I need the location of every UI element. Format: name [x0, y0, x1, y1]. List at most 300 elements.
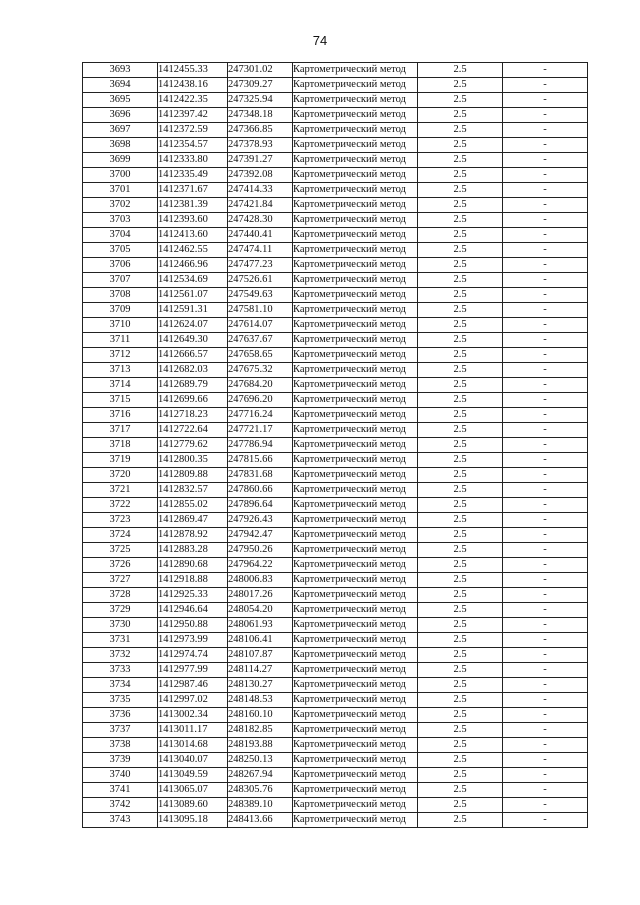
x-coordinate-cell: 1412855.02 [158, 498, 228, 513]
table-row [83, 183, 588, 198]
accuracy-cell: 2.5 [418, 333, 503, 348]
method-cell: Картометрический метод [293, 543, 418, 558]
note-cell: - [503, 783, 588, 798]
note-cell: - [503, 513, 588, 528]
x-coordinate-cell: 1412591.31 [158, 303, 228, 318]
accuracy-cell: 2.5 [418, 63, 503, 78]
accuracy-cell: 2.5 [418, 288, 503, 303]
table-row [83, 513, 588, 528]
point-number-cell: 3719 [83, 453, 158, 468]
y-coordinate-cell: 248182.85 [228, 723, 293, 738]
method-cell: Картометрический метод [293, 693, 418, 708]
point-number-cell: 3696 [83, 108, 158, 123]
method-cell: Картометрический метод [293, 123, 418, 138]
note-cell: - [503, 738, 588, 753]
method-cell: Картометрический метод [293, 333, 418, 348]
x-coordinate-cell: 1413002.34 [158, 708, 228, 723]
y-coordinate-cell: 247786.94 [228, 438, 293, 453]
point-number-cell: 3717 [83, 423, 158, 438]
x-coordinate-cell: 1412666.57 [158, 348, 228, 363]
table-row [83, 213, 588, 228]
table-row [83, 153, 588, 168]
method-cell: Картометрический метод [293, 648, 418, 663]
method-cell: Картометрический метод [293, 168, 418, 183]
point-number-cell: 3737 [83, 723, 158, 738]
point-number-cell: 3722 [83, 498, 158, 513]
accuracy-cell: 2.5 [418, 648, 503, 663]
method-cell: Картометрический метод [293, 753, 418, 768]
note-cell: - [503, 618, 588, 633]
method-cell: Картометрический метод [293, 63, 418, 78]
y-coordinate-cell: 248061.93 [228, 618, 293, 633]
table-row [83, 558, 588, 573]
x-coordinate-cell: 1412335.49 [158, 168, 228, 183]
y-coordinate-cell: 247348.18 [228, 108, 293, 123]
coordinates-table-body [83, 63, 588, 828]
table-row [83, 783, 588, 798]
method-cell: Картометрический метод [293, 258, 418, 273]
method-cell: Картометрический метод [293, 408, 418, 423]
table-row [83, 603, 588, 618]
method-cell: Картометрический метод [293, 438, 418, 453]
note-cell: - [503, 378, 588, 393]
method-cell: Картометрический метод [293, 573, 418, 588]
x-coordinate-cell: 1412422.35 [158, 93, 228, 108]
accuracy-cell: 2.5 [418, 753, 503, 768]
point-number-cell: 3702 [83, 198, 158, 213]
method-cell: Картометрический метод [293, 318, 418, 333]
y-coordinate-cell: 247440.41 [228, 228, 293, 243]
x-coordinate-cell: 1412455.33 [158, 63, 228, 78]
method-cell: Картометрический метод [293, 378, 418, 393]
accuracy-cell: 2.5 [418, 558, 503, 573]
accuracy-cell: 2.5 [418, 798, 503, 813]
method-cell: Картометрический метод [293, 738, 418, 753]
x-coordinate-cell: 1413040.07 [158, 753, 228, 768]
note-cell: - [503, 753, 588, 768]
accuracy-cell: 2.5 [418, 663, 503, 678]
x-coordinate-cell: 1412977.99 [158, 663, 228, 678]
x-coordinate-cell: 1412973.99 [158, 633, 228, 648]
note-cell: - [503, 723, 588, 738]
x-coordinate-cell: 1412649.30 [158, 333, 228, 348]
table-row [83, 483, 588, 498]
y-coordinate-cell: 247860.66 [228, 483, 293, 498]
x-coordinate-cell: 1412779.62 [158, 438, 228, 453]
y-coordinate-cell: 248389.10 [228, 798, 293, 813]
y-coordinate-cell: 247549.63 [228, 288, 293, 303]
accuracy-cell: 2.5 [418, 78, 503, 93]
accuracy-cell: 2.5 [418, 813, 503, 828]
x-coordinate-cell: 1413095.18 [158, 813, 228, 828]
note-cell: - [503, 468, 588, 483]
table-row [83, 378, 588, 393]
note-cell: - [503, 108, 588, 123]
y-coordinate-cell: 247658.65 [228, 348, 293, 363]
method-cell: Картометрический метод [293, 468, 418, 483]
note-cell: - [503, 558, 588, 573]
x-coordinate-cell: 1412946.64 [158, 603, 228, 618]
point-number-cell: 3694 [83, 78, 158, 93]
accuracy-cell: 2.5 [418, 168, 503, 183]
accuracy-cell: 2.5 [418, 498, 503, 513]
point-number-cell: 3706 [83, 258, 158, 273]
table-row [83, 108, 588, 123]
note-cell: - [503, 123, 588, 138]
note-cell: - [503, 78, 588, 93]
x-coordinate-cell: 1412718.23 [158, 408, 228, 423]
y-coordinate-cell: 247950.26 [228, 543, 293, 558]
note-cell: - [503, 663, 588, 678]
note-cell: - [503, 273, 588, 288]
point-number-cell: 3738 [83, 738, 158, 753]
note-cell: - [503, 498, 588, 513]
method-cell: Картометрический метод [293, 288, 418, 303]
table-row [83, 303, 588, 318]
accuracy-cell: 2.5 [418, 423, 503, 438]
method-cell: Картометрический метод [293, 558, 418, 573]
accuracy-cell: 2.5 [418, 213, 503, 228]
y-coordinate-cell: 247721.17 [228, 423, 293, 438]
point-number-cell: 3728 [83, 588, 158, 603]
table-row [83, 618, 588, 633]
table-row [83, 258, 588, 273]
point-number-cell: 3707 [83, 273, 158, 288]
y-coordinate-cell: 247831.68 [228, 468, 293, 483]
y-coordinate-cell: 247942.47 [228, 528, 293, 543]
y-coordinate-cell: 248305.76 [228, 783, 293, 798]
table-row [83, 693, 588, 708]
note-cell: - [503, 393, 588, 408]
accuracy-cell: 2.5 [418, 108, 503, 123]
y-coordinate-cell: 248250.13 [228, 753, 293, 768]
accuracy-cell: 2.5 [418, 738, 503, 753]
point-number-cell: 3704 [83, 228, 158, 243]
method-cell: Картометрический метод [293, 243, 418, 258]
table-row [83, 543, 588, 558]
point-number-cell: 3729 [83, 603, 158, 618]
method-cell: Картометрический метод [293, 528, 418, 543]
y-coordinate-cell: 248106.41 [228, 633, 293, 648]
table-row [83, 663, 588, 678]
point-number-cell: 3703 [83, 213, 158, 228]
x-coordinate-cell: 1412372.59 [158, 123, 228, 138]
note-cell: - [503, 603, 588, 618]
note-cell: - [503, 543, 588, 558]
table-row [83, 228, 588, 243]
accuracy-cell: 2.5 [418, 183, 503, 198]
accuracy-cell: 2.5 [418, 198, 503, 213]
accuracy-cell: 2.5 [418, 573, 503, 588]
method-cell: Картометрический метод [293, 153, 418, 168]
y-coordinate-cell: 247637.67 [228, 333, 293, 348]
accuracy-cell: 2.5 [418, 543, 503, 558]
method-cell: Картометрический метод [293, 108, 418, 123]
note-cell: - [503, 798, 588, 813]
method-cell: Картометрический метод [293, 633, 418, 648]
accuracy-cell: 2.5 [418, 378, 503, 393]
x-coordinate-cell: 1412534.69 [158, 273, 228, 288]
accuracy-cell: 2.5 [418, 153, 503, 168]
y-coordinate-cell: 248413.66 [228, 813, 293, 828]
method-cell: Картометрический метод [293, 363, 418, 378]
method-cell: Картометрический метод [293, 603, 418, 618]
table-row [83, 723, 588, 738]
accuracy-cell: 2.5 [418, 693, 503, 708]
point-number-cell: 3716 [83, 408, 158, 423]
accuracy-cell: 2.5 [418, 228, 503, 243]
note-cell: - [503, 528, 588, 543]
accuracy-cell: 2.5 [418, 273, 503, 288]
note-cell: - [503, 198, 588, 213]
point-number-cell: 3735 [83, 693, 158, 708]
point-number-cell: 3731 [83, 633, 158, 648]
point-number-cell: 3695 [83, 93, 158, 108]
point-number-cell: 3742 [83, 798, 158, 813]
point-number-cell: 3743 [83, 813, 158, 828]
table-row [83, 453, 588, 468]
point-number-cell: 3712 [83, 348, 158, 363]
point-number-cell: 3700 [83, 168, 158, 183]
point-number-cell: 3718 [83, 438, 158, 453]
x-coordinate-cell: 1412624.07 [158, 318, 228, 333]
accuracy-cell: 2.5 [418, 768, 503, 783]
point-number-cell: 3727 [83, 573, 158, 588]
table-row [83, 498, 588, 513]
table-row [83, 753, 588, 768]
x-coordinate-cell: 1412397.42 [158, 108, 228, 123]
point-number-cell: 3739 [83, 753, 158, 768]
accuracy-cell: 2.5 [418, 453, 503, 468]
point-number-cell: 3740 [83, 768, 158, 783]
y-coordinate-cell: 248107.87 [228, 648, 293, 663]
accuracy-cell: 2.5 [418, 123, 503, 138]
note-cell: - [503, 63, 588, 78]
method-cell: Картометрический метод [293, 768, 418, 783]
y-coordinate-cell: 247815.66 [228, 453, 293, 468]
method-cell: Картометрический метод [293, 678, 418, 693]
note-cell: - [503, 348, 588, 363]
x-coordinate-cell: 1412869.47 [158, 513, 228, 528]
note-cell: - [503, 438, 588, 453]
method-cell: Картометрический метод [293, 618, 418, 633]
x-coordinate-cell: 1412950.88 [158, 618, 228, 633]
y-coordinate-cell: 247391.27 [228, 153, 293, 168]
x-coordinate-cell: 1412561.07 [158, 288, 228, 303]
y-coordinate-cell: 247696.20 [228, 393, 293, 408]
accuracy-cell: 2.5 [418, 678, 503, 693]
accuracy-cell: 2.5 [418, 408, 503, 423]
y-coordinate-cell: 248114.27 [228, 663, 293, 678]
x-coordinate-cell: 1412462.55 [158, 243, 228, 258]
y-coordinate-cell: 247325.94 [228, 93, 293, 108]
accuracy-cell: 2.5 [418, 723, 503, 738]
note-cell: - [503, 363, 588, 378]
x-coordinate-cell: 1412809.88 [158, 468, 228, 483]
point-number-cell: 3723 [83, 513, 158, 528]
coordinates-table [82, 62, 588, 828]
method-cell: Картометрический метод [293, 348, 418, 363]
method-cell: Картометрический метод [293, 513, 418, 528]
y-coordinate-cell: 247684.20 [228, 378, 293, 393]
y-coordinate-cell: 247421.84 [228, 198, 293, 213]
y-coordinate-cell: 247614.07 [228, 318, 293, 333]
table-row [83, 318, 588, 333]
x-coordinate-cell: 1412689.79 [158, 378, 228, 393]
y-coordinate-cell: 248267.94 [228, 768, 293, 783]
y-coordinate-cell: 247301.02 [228, 63, 293, 78]
note-cell: - [503, 453, 588, 468]
x-coordinate-cell: 1413011.17 [158, 723, 228, 738]
point-number-cell: 3725 [83, 543, 158, 558]
point-number-cell: 3726 [83, 558, 158, 573]
table-row [83, 273, 588, 288]
table-row [83, 468, 588, 483]
y-coordinate-cell: 247526.61 [228, 273, 293, 288]
point-number-cell: 3713 [83, 363, 158, 378]
table-row [83, 588, 588, 603]
table-row [83, 288, 588, 303]
table-row [83, 678, 588, 693]
point-number-cell: 3698 [83, 138, 158, 153]
table-row [83, 393, 588, 408]
accuracy-cell: 2.5 [418, 483, 503, 498]
note-cell: - [503, 588, 588, 603]
note-cell: - [503, 813, 588, 828]
accuracy-cell: 2.5 [418, 258, 503, 273]
table-row [83, 648, 588, 663]
note-cell: - [503, 93, 588, 108]
accuracy-cell: 2.5 [418, 708, 503, 723]
point-number-cell: 3724 [83, 528, 158, 543]
note-cell: - [503, 423, 588, 438]
y-coordinate-cell: 247581.10 [228, 303, 293, 318]
accuracy-cell: 2.5 [418, 93, 503, 108]
x-coordinate-cell: 1412918.88 [158, 573, 228, 588]
x-coordinate-cell: 1413049.59 [158, 768, 228, 783]
note-cell: - [503, 708, 588, 723]
note-cell: - [503, 213, 588, 228]
note-cell: - [503, 408, 588, 423]
point-number-cell: 3721 [83, 483, 158, 498]
x-coordinate-cell: 1412800.35 [158, 453, 228, 468]
point-number-cell: 3733 [83, 663, 158, 678]
accuracy-cell: 2.5 [418, 468, 503, 483]
point-number-cell: 3714 [83, 378, 158, 393]
method-cell: Картометрический метод [293, 498, 418, 513]
point-number-cell: 3710 [83, 318, 158, 333]
x-coordinate-cell: 1412371.67 [158, 183, 228, 198]
y-coordinate-cell: 247675.32 [228, 363, 293, 378]
accuracy-cell: 2.5 [418, 318, 503, 333]
y-coordinate-cell: 247378.93 [228, 138, 293, 153]
x-coordinate-cell: 1412354.57 [158, 138, 228, 153]
y-coordinate-cell: 247964.22 [228, 558, 293, 573]
table-row [83, 798, 588, 813]
y-coordinate-cell: 248160.10 [228, 708, 293, 723]
table-row [83, 708, 588, 723]
x-coordinate-cell: 1413014.68 [158, 738, 228, 753]
y-coordinate-cell: 247716.24 [228, 408, 293, 423]
point-number-cell: 3732 [83, 648, 158, 663]
point-number-cell: 3705 [83, 243, 158, 258]
point-number-cell: 3693 [83, 63, 158, 78]
table-row [83, 333, 588, 348]
y-coordinate-cell: 247414.33 [228, 183, 293, 198]
table-row [83, 813, 588, 828]
method-cell: Картометрический метод [293, 783, 418, 798]
method-cell: Картометрический метод [293, 93, 418, 108]
note-cell: - [503, 153, 588, 168]
table-row [83, 168, 588, 183]
y-coordinate-cell: 247474.11 [228, 243, 293, 258]
accuracy-cell: 2.5 [418, 363, 503, 378]
method-cell: Картометрический метод [293, 453, 418, 468]
table-row [83, 243, 588, 258]
x-coordinate-cell: 1412878.92 [158, 528, 228, 543]
y-coordinate-cell: 248193.88 [228, 738, 293, 753]
point-number-cell: 3709 [83, 303, 158, 318]
method-cell: Картометрический метод [293, 813, 418, 828]
accuracy-cell: 2.5 [418, 618, 503, 633]
x-coordinate-cell: 1412393.60 [158, 213, 228, 228]
accuracy-cell: 2.5 [418, 783, 503, 798]
method-cell: Картометрический метод [293, 393, 418, 408]
x-coordinate-cell: 1413065.07 [158, 783, 228, 798]
point-number-cell: 3697 [83, 123, 158, 138]
point-number-cell: 3699 [83, 153, 158, 168]
x-coordinate-cell: 1412987.46 [158, 678, 228, 693]
accuracy-cell: 2.5 [418, 303, 503, 318]
point-number-cell: 3715 [83, 393, 158, 408]
note-cell: - [503, 633, 588, 648]
x-coordinate-cell: 1412381.39 [158, 198, 228, 213]
note-cell: - [503, 303, 588, 318]
note-cell: - [503, 243, 588, 258]
point-number-cell: 3734 [83, 678, 158, 693]
y-coordinate-cell: 248054.20 [228, 603, 293, 618]
y-coordinate-cell: 247926.43 [228, 513, 293, 528]
table-row [83, 198, 588, 213]
page-number: 74 [312, 33, 328, 48]
note-cell: - [503, 258, 588, 273]
table-row [83, 738, 588, 753]
table-row [83, 78, 588, 93]
y-coordinate-cell: 247896.64 [228, 498, 293, 513]
point-number-cell: 3720 [83, 468, 158, 483]
table-row [83, 348, 588, 363]
accuracy-cell: 2.5 [418, 588, 503, 603]
table-row [83, 363, 588, 378]
point-number-cell: 3730 [83, 618, 158, 633]
x-coordinate-cell: 1412699.66 [158, 393, 228, 408]
x-coordinate-cell: 1412974.74 [158, 648, 228, 663]
note-cell: - [503, 168, 588, 183]
accuracy-cell: 2.5 [418, 513, 503, 528]
x-coordinate-cell: 1412333.80 [158, 153, 228, 168]
y-coordinate-cell: 248017.26 [228, 588, 293, 603]
note-cell: - [503, 228, 588, 243]
x-coordinate-cell: 1412682.03 [158, 363, 228, 378]
method-cell: Картометрический метод [293, 213, 418, 228]
table-row [83, 528, 588, 543]
table-row [83, 93, 588, 108]
method-cell: Картометрический метод [293, 423, 418, 438]
method-cell: Картометрический метод [293, 663, 418, 678]
x-coordinate-cell: 1412890.68 [158, 558, 228, 573]
note-cell: - [503, 483, 588, 498]
note-cell: - [503, 288, 588, 303]
